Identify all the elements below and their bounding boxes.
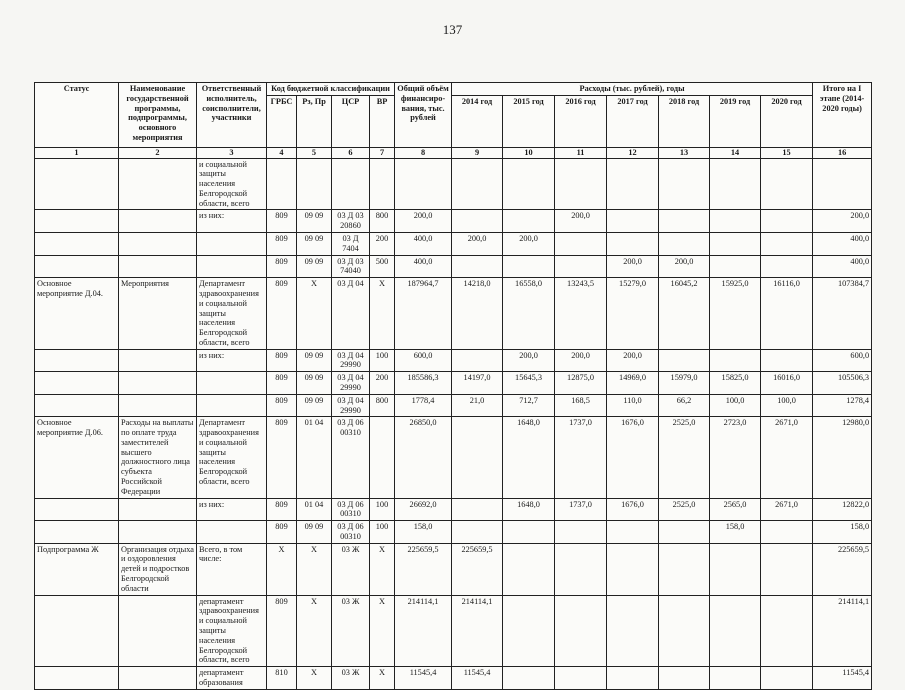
column-number: 10 <box>503 147 555 158</box>
row-status <box>35 349 119 372</box>
header-year: 2020 год <box>761 95 813 147</box>
row-year-value <box>452 417 503 498</box>
row-year-value <box>555 667 607 690</box>
row-name <box>119 255 197 278</box>
row-status <box>35 255 119 278</box>
row-name <box>119 210 197 233</box>
row-rzpr: 09 09 <box>297 394 332 417</box>
budget-table <box>34 82 872 690</box>
row-total: 187964,7 <box>395 278 452 349</box>
row-itog: 11545,4 <box>813 667 872 690</box>
row-year-value: 16045,2 <box>659 278 710 349</box>
row-itog: 1278,4 <box>813 394 872 417</box>
row-vr: 200 <box>370 233 395 256</box>
row-grbs <box>267 158 297 210</box>
row-rzpr: Х <box>297 667 332 690</box>
row-rzpr: 01 04 <box>297 498 332 521</box>
row-itog <box>813 158 872 210</box>
row-year-value <box>761 233 813 256</box>
row-csr: 03 Д 03 74040 <box>332 255 370 278</box>
table-row <box>35 543 872 595</box>
row-year-value <box>659 210 710 233</box>
row-year-value <box>710 543 761 595</box>
row-year-value: 14218,0 <box>452 278 503 349</box>
row-year-value: 15279,0 <box>607 278 659 349</box>
table-row <box>35 667 872 690</box>
row-grbs: 809 <box>267 372 297 395</box>
row-year-value <box>555 158 607 210</box>
row-responsible: Департамент здравоохранения и социальной защиты населения Белгородской области, всего <box>197 278 267 349</box>
table-row <box>35 521 872 544</box>
row-status <box>35 394 119 417</box>
table-row <box>35 349 872 372</box>
column-number: 8 <box>395 147 452 158</box>
row-responsible: департамент образования <box>197 667 267 690</box>
row-year-value: 1648,0 <box>503 498 555 521</box>
row-total: 225659,5 <box>395 543 452 595</box>
row-year-value: 200,0 <box>555 210 607 233</box>
row-year-value <box>452 210 503 233</box>
row-rzpr: 09 09 <box>297 521 332 544</box>
row-year-value <box>607 233 659 256</box>
row-year-value: 66,2 <box>659 394 710 417</box>
row-total: 26850,0 <box>395 417 452 498</box>
row-year-value <box>503 595 555 666</box>
row-vr: 100 <box>370 349 395 372</box>
row-year-value <box>452 498 503 521</box>
row-rzpr: Х <box>297 595 332 666</box>
row-year-value: 168,5 <box>555 394 607 417</box>
row-rzpr: 09 09 <box>297 349 332 372</box>
row-status <box>35 498 119 521</box>
row-responsible <box>197 255 267 278</box>
row-year-value <box>710 233 761 256</box>
header-grbs: ГРБС <box>267 95 297 147</box>
row-year-value <box>503 158 555 210</box>
column-number: 15 <box>761 147 813 158</box>
row-csr: 03 Д 04 29990 <box>332 372 370 395</box>
row-year-value: 200,0 <box>607 349 659 372</box>
row-itog: 12822,0 <box>813 498 872 521</box>
row-name: Расходы на выплаты по оплате труда заместителей высшего должностного лица субъекта Российской Федерации <box>119 417 197 498</box>
row-year-value <box>452 255 503 278</box>
header-vr: ВР <box>370 95 395 147</box>
row-year-value: 14197,0 <box>452 372 503 395</box>
row-vr: 100 <box>370 521 395 544</box>
table-row <box>35 158 872 210</box>
row-year-value <box>659 349 710 372</box>
row-year-value: 200,0 <box>607 255 659 278</box>
row-csr <box>332 158 370 210</box>
row-year-value: 214114,1 <box>452 595 503 666</box>
row-year-value <box>452 349 503 372</box>
row-responsible: Всего, в том числе: <box>197 543 267 595</box>
row-responsible: и социальной защиты населения Белгородской области, всего <box>197 158 267 210</box>
row-name <box>119 595 197 666</box>
row-grbs: 809 <box>267 595 297 666</box>
row-vr: Х <box>370 278 395 349</box>
header-year: 2019 год <box>710 95 761 147</box>
column-number: 3 <box>197 147 267 158</box>
row-vr: 500 <box>370 255 395 278</box>
row-year-value: 2671,0 <box>761 498 813 521</box>
row-responsible <box>197 394 267 417</box>
row-itog: 105506,3 <box>813 372 872 395</box>
row-csr: 03 Д 04 29990 <box>332 349 370 372</box>
row-csr: 03 Ж <box>332 667 370 690</box>
row-vr: 800 <box>370 210 395 233</box>
row-year-value: 100,0 <box>761 394 813 417</box>
row-year-value: 1737,0 <box>555 417 607 498</box>
row-year-value: 2525,0 <box>659 417 710 498</box>
row-status: Основное мероприятие Д.06. <box>35 417 119 498</box>
row-grbs: 809 <box>267 255 297 278</box>
row-year-value: 200,0 <box>503 349 555 372</box>
column-number: 11 <box>555 147 607 158</box>
row-total: 400,0 <box>395 233 452 256</box>
row-year-value <box>503 210 555 233</box>
row-year-value: 16558,0 <box>503 278 555 349</box>
row-itog: 12980,0 <box>813 417 872 498</box>
row-year-value <box>607 595 659 666</box>
row-year-value: 2671,0 <box>761 417 813 498</box>
row-name: Мероприятия <box>119 278 197 349</box>
row-status <box>35 372 119 395</box>
header-budget-code: Код бюджетной классификации <box>267 83 395 96</box>
header-year: 2015 год <box>503 95 555 147</box>
row-year-value <box>659 543 710 595</box>
table-row <box>35 372 872 395</box>
row-name: Организация отдыха и оздоровления детей и подростков Белгородской области <box>119 543 197 595</box>
row-rzpr: 09 09 <box>297 233 332 256</box>
row-year-value <box>503 255 555 278</box>
row-year-value: 110,0 <box>607 394 659 417</box>
row-itog: 400,0 <box>813 255 872 278</box>
row-grbs: Х <box>267 543 297 595</box>
row-csr: 03 Д 06 00310 <box>332 521 370 544</box>
row-total: 158,0 <box>395 521 452 544</box>
table-row <box>35 233 872 256</box>
row-vr: 800 <box>370 394 395 417</box>
row-responsible: департамент здравоохранения и социальной защиты населения Белгородской области, всего <box>197 595 267 666</box>
row-vr: Х <box>370 667 395 690</box>
header-status: Статус <box>35 83 119 148</box>
row-status <box>35 667 119 690</box>
row-status <box>35 595 119 666</box>
row-year-value: 200,0 <box>659 255 710 278</box>
row-year-value: 225659,5 <box>452 543 503 595</box>
row-year-value: 12875,0 <box>555 372 607 395</box>
row-rzpr: 01 04 <box>297 417 332 498</box>
row-responsible: из них: <box>197 210 267 233</box>
header-csr: ЦСР <box>332 95 370 147</box>
row-grbs: 809 <box>267 278 297 349</box>
row-grbs: 809 <box>267 417 297 498</box>
row-year-value <box>710 349 761 372</box>
row-vr: Х <box>370 595 395 666</box>
row-status <box>35 233 119 256</box>
row-rzpr: Х <box>297 278 332 349</box>
row-year-value <box>555 595 607 666</box>
row-vr: 200 <box>370 372 395 395</box>
row-total: 200,0 <box>395 210 452 233</box>
row-csr: 03 Д 04 <box>332 278 370 349</box>
header-year: 2018 год <box>659 95 710 147</box>
table-row <box>35 394 872 417</box>
row-year-value <box>607 521 659 544</box>
row-year-value: 1648,0 <box>503 417 555 498</box>
row-vr <box>370 158 395 210</box>
row-name <box>119 521 197 544</box>
row-year-value <box>761 210 813 233</box>
row-year-value <box>710 210 761 233</box>
row-year-value: 15979,0 <box>659 372 710 395</box>
row-itog: 200,0 <box>813 210 872 233</box>
row-year-value <box>555 255 607 278</box>
column-number: 7 <box>370 147 395 158</box>
table-row <box>35 210 872 233</box>
header-total-stage: Итого на I этапе (2014-2020 годы) <box>813 83 872 148</box>
column-number: 12 <box>607 147 659 158</box>
row-year-value <box>761 521 813 544</box>
row-year-value: 13243,5 <box>555 278 607 349</box>
row-status <box>35 521 119 544</box>
row-year-value: 11545,4 <box>452 667 503 690</box>
row-year-value: 712,7 <box>503 394 555 417</box>
row-rzpr: Х <box>297 543 332 595</box>
row-rzpr: 09 09 <box>297 372 332 395</box>
row-year-value <box>555 233 607 256</box>
row-csr: 03 Д 04 29990 <box>332 394 370 417</box>
row-year-value <box>761 543 813 595</box>
header-rzpr: Рз, Пр <box>297 95 332 147</box>
row-grbs: 809 <box>267 498 297 521</box>
row-year-value <box>659 595 710 666</box>
row-year-value: 200,0 <box>555 349 607 372</box>
row-total: 400,0 <box>395 255 452 278</box>
row-status <box>35 210 119 233</box>
row-status <box>35 158 119 210</box>
table-body <box>35 158 872 689</box>
column-number: 14 <box>710 147 761 158</box>
column-number: 4 <box>267 147 297 158</box>
row-vr <box>370 417 395 498</box>
row-itog: 107384,7 <box>813 278 872 349</box>
row-csr: 03 Ж <box>332 595 370 666</box>
header-year: 2017 год <box>607 95 659 147</box>
row-year-value: 15645,3 <box>503 372 555 395</box>
row-year-value <box>503 521 555 544</box>
row-responsible: Департамент здравоохранения и социальной защиты населения Белгородской области, всего <box>197 417 267 498</box>
row-responsible: из них: <box>197 498 267 521</box>
row-year-value <box>761 349 813 372</box>
row-total <box>395 158 452 210</box>
row-year-value <box>659 233 710 256</box>
row-vr: 100 <box>370 498 395 521</box>
row-year-value: 21,0 <box>452 394 503 417</box>
row-status: Подпрограмма Ж <box>35 543 119 595</box>
row-year-value <box>710 255 761 278</box>
row-name <box>119 394 197 417</box>
column-number: 5 <box>297 147 332 158</box>
row-year-value <box>503 543 555 595</box>
row-rzpr <box>297 158 332 210</box>
row-itog: 400,0 <box>813 233 872 256</box>
row-year-value <box>761 667 813 690</box>
row-csr: 03 Д 06 00310 <box>332 417 370 498</box>
row-vr: Х <box>370 543 395 595</box>
header-responsible: Ответственный исполнитель, соисполнители, участники <box>197 83 267 148</box>
header-name: Наименование государственной программы, подпрограммы, основного мероприятия <box>119 83 197 148</box>
row-responsible: из них: <box>197 349 267 372</box>
row-csr: 03 Д 06 00310 <box>332 498 370 521</box>
header-year: 2016 год <box>555 95 607 147</box>
row-responsible <box>197 521 267 544</box>
row-rzpr: 09 09 <box>297 210 332 233</box>
row-grbs: 809 <box>267 349 297 372</box>
row-year-value: 2565,0 <box>710 498 761 521</box>
row-year-value <box>659 667 710 690</box>
row-itog: 214114,1 <box>813 595 872 666</box>
row-year-value <box>761 158 813 210</box>
row-name <box>119 158 197 210</box>
row-year-value: 16116,0 <box>761 278 813 349</box>
row-name <box>119 498 197 521</box>
row-total: 1778,4 <box>395 394 452 417</box>
row-itog: 600,0 <box>813 349 872 372</box>
table-row <box>35 255 872 278</box>
row-year-value <box>555 543 607 595</box>
row-year-value: 200,0 <box>503 233 555 256</box>
row-grbs: 809 <box>267 394 297 417</box>
header-year: 2014 год <box>452 95 503 147</box>
row-year-value <box>452 158 503 210</box>
row-grbs: 809 <box>267 233 297 256</box>
row-csr: 03 Ж <box>332 543 370 595</box>
row-year-value <box>761 595 813 666</box>
row-year-value: 14969,0 <box>607 372 659 395</box>
row-year-value: 16016,0 <box>761 372 813 395</box>
row-grbs: 809 <box>267 210 297 233</box>
row-year-value: 15925,0 <box>710 278 761 349</box>
row-year-value <box>659 158 710 210</box>
column-number-row <box>35 147 872 158</box>
row-name <box>119 349 197 372</box>
header-total-financing: Общий объём финансиро-вания, тыс. рублей <box>395 83 452 148</box>
row-itog: 158,0 <box>813 521 872 544</box>
row-total: 600,0 <box>395 349 452 372</box>
row-rzpr: 09 09 <box>297 255 332 278</box>
column-number: 6 <box>332 147 370 158</box>
row-year-value <box>710 667 761 690</box>
column-number: 13 <box>659 147 710 158</box>
row-csr: 03 Д 7404 <box>332 233 370 256</box>
row-responsible <box>197 372 267 395</box>
row-year-value: 2525,0 <box>659 498 710 521</box>
row-total: 11545,4 <box>395 667 452 690</box>
row-name <box>119 372 197 395</box>
row-year-value <box>503 667 555 690</box>
column-number: 1 <box>35 147 119 158</box>
row-name <box>119 233 197 256</box>
row-year-value <box>607 543 659 595</box>
row-year-value <box>555 521 607 544</box>
row-responsible <box>197 233 267 256</box>
row-year-value: 100,0 <box>710 394 761 417</box>
table-row <box>35 278 872 349</box>
row-year-value <box>607 158 659 210</box>
table-row <box>35 595 872 666</box>
row-year-value <box>761 255 813 278</box>
row-year-value <box>659 521 710 544</box>
row-year-value <box>710 595 761 666</box>
row-year-value: 200,0 <box>452 233 503 256</box>
page-number: 137 <box>442 22 463 37</box>
row-year-value: 2723,0 <box>710 417 761 498</box>
row-total: 214114,1 <box>395 595 452 666</box>
row-status: Основное мероприятие Д.04. <box>35 278 119 349</box>
column-number: 2 <box>119 147 197 158</box>
column-number: 9 <box>452 147 503 158</box>
row-grbs: 809 <box>267 521 297 544</box>
table-row <box>35 498 872 521</box>
row-year-value <box>607 210 659 233</box>
row-year-value <box>710 158 761 210</box>
row-itog: 225659,5 <box>813 543 872 595</box>
row-year-value <box>607 667 659 690</box>
row-name <box>119 667 197 690</box>
row-total: 185586,3 <box>395 372 452 395</box>
row-csr: 03 Д 03 20860 <box>332 210 370 233</box>
row-total: 26692,0 <box>395 498 452 521</box>
row-year-value: 1676,0 <box>607 417 659 498</box>
row-year-value: 15825,0 <box>710 372 761 395</box>
header-expenses: Расходы (тыс. рублей), годы <box>452 83 813 96</box>
table-row <box>35 417 872 498</box>
row-year-value: 158,0 <box>710 521 761 544</box>
row-grbs: 810 <box>267 667 297 690</box>
row-year-value: 1737,0 <box>555 498 607 521</box>
row-year-value: 1676,0 <box>607 498 659 521</box>
column-number: 16 <box>813 147 872 158</box>
row-year-value <box>452 521 503 544</box>
